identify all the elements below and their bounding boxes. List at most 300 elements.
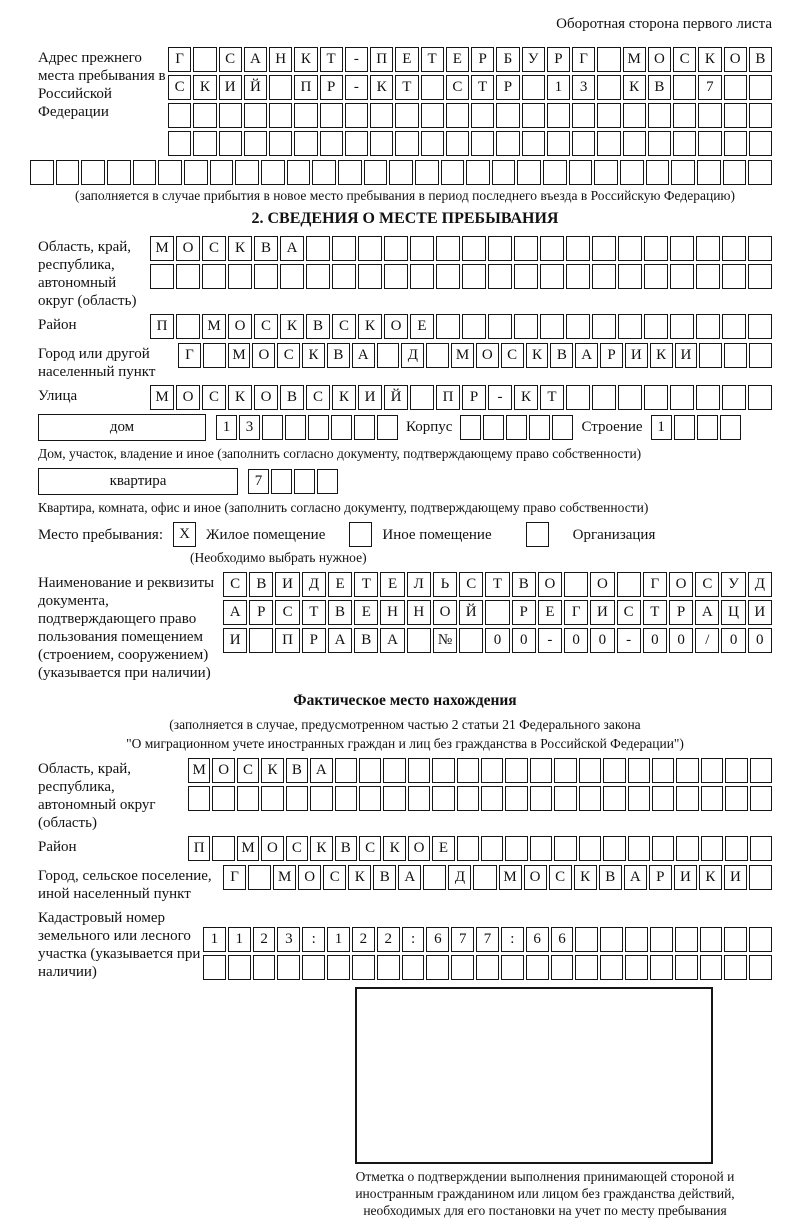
char-cell[interactable] xyxy=(675,927,698,952)
char-cell[interactable]: М xyxy=(273,865,296,890)
char-cell[interactable]: П xyxy=(150,314,174,339)
char-cell[interactable] xyxy=(302,955,325,980)
char-cell[interactable]: О xyxy=(254,385,278,410)
char-cell[interactable]: Й xyxy=(459,600,483,625)
char-cell[interactable]: - xyxy=(617,628,641,653)
char-cell[interactable] xyxy=(579,786,601,811)
char-cell[interactable]: И xyxy=(625,343,648,368)
char-cell[interactable] xyxy=(650,927,673,952)
char-cell[interactable] xyxy=(554,836,576,861)
char-cell[interactable] xyxy=(603,786,625,811)
char-cell[interactable] xyxy=(426,955,449,980)
char-cell[interactable] xyxy=(389,160,413,185)
char-cell[interactable] xyxy=(650,955,673,980)
char-cell[interactable] xyxy=(423,865,446,890)
char-cell[interactable] xyxy=(701,758,723,783)
char-cell[interactable]: Е xyxy=(538,600,562,625)
char-cell[interactable] xyxy=(244,103,267,128)
char-cell[interactable]: 2 xyxy=(253,927,276,952)
char-cell[interactable]: Р xyxy=(547,47,570,72)
char-cell[interactable]: : xyxy=(402,927,425,952)
char-cell[interactable]: А xyxy=(244,47,267,72)
char-cell[interactable]: О xyxy=(524,865,547,890)
char-cell[interactable] xyxy=(30,160,54,185)
char-cell[interactable]: : xyxy=(302,927,325,952)
char-cell[interactable] xyxy=(505,836,527,861)
char-cell[interactable]: Р xyxy=(320,75,343,100)
char-cell[interactable]: О xyxy=(648,47,671,72)
char-cell[interactable] xyxy=(248,865,271,890)
char-cell[interactable]: С xyxy=(501,343,524,368)
char-cell[interactable] xyxy=(421,103,444,128)
char-cell[interactable] xyxy=(320,103,343,128)
char-cell[interactable] xyxy=(618,385,642,410)
char-cell[interactable] xyxy=(364,160,388,185)
char-cell[interactable] xyxy=(203,955,226,980)
char-cell[interactable] xyxy=(698,103,721,128)
char-cell[interactable] xyxy=(150,264,174,289)
char-cell[interactable]: К xyxy=(370,75,393,100)
char-cell[interactable]: О xyxy=(433,600,457,625)
char-cell[interactable] xyxy=(564,572,588,597)
char-cell[interactable] xyxy=(261,786,283,811)
char-cell[interactable] xyxy=(483,415,504,440)
char-cell[interactable]: М xyxy=(228,343,251,368)
char-cell[interactable]: С xyxy=(277,343,300,368)
char-cell[interactable] xyxy=(451,955,474,980)
char-cell[interactable] xyxy=(219,103,242,128)
char-cell[interactable] xyxy=(133,160,157,185)
char-cell[interactable] xyxy=(457,786,479,811)
char-cell[interactable] xyxy=(352,955,375,980)
char-cell[interactable] xyxy=(748,160,772,185)
char-cell[interactable]: В xyxy=(373,865,396,890)
char-cell[interactable] xyxy=(575,955,598,980)
char-cell[interactable]: Г xyxy=(168,47,191,72)
char-cell[interactable] xyxy=(320,131,343,156)
char-cell[interactable] xyxy=(459,628,483,653)
char-cell[interactable] xyxy=(566,314,590,339)
char-cell[interactable] xyxy=(407,628,431,653)
char-cell[interactable]: В xyxy=(328,600,352,625)
char-cell[interactable]: 1 xyxy=(327,927,350,952)
char-cell[interactable] xyxy=(332,264,356,289)
char-cell[interactable] xyxy=(554,758,576,783)
char-cell[interactable]: С xyxy=(549,865,572,890)
char-cell[interactable] xyxy=(338,160,362,185)
char-cell[interactable] xyxy=(193,131,216,156)
char-cell[interactable]: П xyxy=(294,75,317,100)
char-cell[interactable]: Е xyxy=(354,600,378,625)
char-cell[interactable] xyxy=(277,955,300,980)
char-cell[interactable] xyxy=(488,264,512,289)
char-cell[interactable] xyxy=(618,314,642,339)
char-cell[interactable]: В xyxy=(648,75,671,100)
char-cell[interactable]: С xyxy=(219,47,242,72)
char-cell[interactable]: О xyxy=(228,314,252,339)
char-cell[interactable]: Д xyxy=(401,343,424,368)
char-cell[interactable]: М xyxy=(150,385,174,410)
char-cell[interactable] xyxy=(395,131,418,156)
char-cell[interactable]: К xyxy=(348,865,371,890)
char-cell[interactable] xyxy=(262,415,283,440)
char-cell[interactable]: П xyxy=(275,628,299,653)
char-cell[interactable]: 7 xyxy=(248,469,269,494)
char-cell[interactable] xyxy=(202,264,226,289)
char-cell[interactable]: Д xyxy=(748,572,772,597)
char-cell[interactable] xyxy=(673,75,696,100)
char-cell[interactable] xyxy=(514,236,538,261)
char-cell[interactable] xyxy=(269,103,292,128)
char-cell[interactable] xyxy=(331,415,352,440)
char-cell[interactable]: О xyxy=(669,572,693,597)
char-cell[interactable]: О xyxy=(538,572,562,597)
char-cell[interactable] xyxy=(748,314,772,339)
char-cell[interactable]: Р xyxy=(471,47,494,72)
char-cell[interactable] xyxy=(552,415,573,440)
char-cell[interactable] xyxy=(722,385,746,410)
char-cell[interactable]: С xyxy=(237,758,259,783)
char-cell[interactable]: - xyxy=(345,75,368,100)
char-cell[interactable]: Р xyxy=(512,600,536,625)
char-cell[interactable]: С xyxy=(695,572,719,597)
char-cell[interactable] xyxy=(345,131,368,156)
char-cell[interactable] xyxy=(749,865,772,890)
char-cell[interactable] xyxy=(618,236,642,261)
char-cell[interactable]: А xyxy=(280,236,304,261)
char-cell[interactable] xyxy=(496,131,519,156)
char-cell[interactable] xyxy=(280,264,304,289)
char-cell[interactable] xyxy=(617,572,641,597)
char-cell[interactable] xyxy=(436,314,460,339)
char-cell[interactable] xyxy=(345,103,368,128)
char-cell[interactable]: К xyxy=(650,343,673,368)
char-cell[interactable] xyxy=(408,786,430,811)
char-cell[interactable] xyxy=(644,236,668,261)
char-cell[interactable]: 3 xyxy=(277,927,300,952)
char-cell[interactable]: С xyxy=(446,75,469,100)
char-cell[interactable] xyxy=(488,236,512,261)
char-cell[interactable] xyxy=(700,927,723,952)
char-cell[interactable]: К xyxy=(294,47,317,72)
char-cell[interactable] xyxy=(543,160,567,185)
char-cell[interactable] xyxy=(514,314,538,339)
char-cell[interactable] xyxy=(676,836,698,861)
char-cell[interactable]: А xyxy=(310,758,332,783)
char-cell[interactable] xyxy=(481,786,503,811)
char-cell[interactable] xyxy=(421,131,444,156)
char-cell[interactable]: М xyxy=(150,236,174,261)
char-cell[interactable]: - xyxy=(488,385,512,410)
char-cell[interactable] xyxy=(566,385,590,410)
char-cell[interactable] xyxy=(725,836,747,861)
char-cell[interactable] xyxy=(184,160,208,185)
char-cell[interactable]: 0 xyxy=(748,628,772,653)
char-cell[interactable] xyxy=(547,131,570,156)
char-cell[interactable] xyxy=(720,415,741,440)
char-cell[interactable] xyxy=(261,160,285,185)
char-cell[interactable] xyxy=(676,786,698,811)
char-cell[interactable] xyxy=(193,103,216,128)
char-cell[interactable]: О xyxy=(724,47,747,72)
char-cell[interactable]: К xyxy=(302,343,325,368)
char-cell[interactable] xyxy=(749,955,772,980)
char-cell[interactable]: М xyxy=(499,865,522,890)
char-cell[interactable] xyxy=(471,103,494,128)
char-cell[interactable]: А xyxy=(380,628,404,653)
char-cell[interactable]: С xyxy=(673,47,696,72)
char-cell[interactable] xyxy=(575,927,598,952)
char-cell[interactable] xyxy=(286,786,308,811)
char-cell[interactable]: О xyxy=(476,343,499,368)
char-cell[interactable]: С xyxy=(254,314,278,339)
char-cell[interactable] xyxy=(377,343,400,368)
char-cell[interactable] xyxy=(107,160,131,185)
char-cell[interactable] xyxy=(540,314,564,339)
char-cell[interactable] xyxy=(370,131,393,156)
char-cell[interactable] xyxy=(600,955,623,980)
char-cell[interactable]: С xyxy=(359,836,381,861)
char-cell[interactable] xyxy=(749,927,772,952)
char-cell[interactable] xyxy=(749,131,772,156)
char-cell[interactable] xyxy=(402,955,425,980)
char-cell[interactable] xyxy=(249,628,273,653)
char-cell[interactable]: И xyxy=(675,343,698,368)
char-cell[interactable]: Г xyxy=(643,572,667,597)
char-cell[interactable]: Е xyxy=(432,836,454,861)
char-cell[interactable]: У xyxy=(721,572,745,597)
char-cell[interactable]: С xyxy=(323,865,346,890)
char-cell[interactable] xyxy=(168,131,191,156)
residence-checkbox-org[interactable] xyxy=(526,522,549,547)
char-cell[interactable]: С xyxy=(332,314,356,339)
char-cell[interactable]: И xyxy=(223,628,247,653)
char-cell[interactable]: К xyxy=(574,865,597,890)
char-cell[interactable] xyxy=(188,786,210,811)
char-cell[interactable] xyxy=(696,385,720,410)
char-cell[interactable] xyxy=(673,131,696,156)
char-cell[interactable] xyxy=(724,131,747,156)
char-cell[interactable] xyxy=(724,75,747,100)
char-cell[interactable] xyxy=(671,160,695,185)
char-cell[interactable] xyxy=(592,385,616,410)
char-cell[interactable] xyxy=(579,758,601,783)
char-cell[interactable] xyxy=(481,836,503,861)
char-cell[interactable] xyxy=(496,103,519,128)
char-cell[interactable] xyxy=(696,264,720,289)
char-cell[interactable]: С xyxy=(286,836,308,861)
char-cell[interactable] xyxy=(675,955,698,980)
char-cell[interactable] xyxy=(592,264,616,289)
char-cell[interactable] xyxy=(551,955,574,980)
char-cell[interactable] xyxy=(506,415,527,440)
char-cell[interactable]: К xyxy=(699,865,722,890)
char-cell[interactable] xyxy=(697,160,721,185)
char-cell[interactable] xyxy=(540,236,564,261)
char-cell[interactable] xyxy=(308,415,329,440)
char-cell[interactable] xyxy=(696,314,720,339)
char-cell[interactable]: Б xyxy=(496,47,519,72)
char-cell[interactable]: М xyxy=(188,758,210,783)
char-cell[interactable]: И xyxy=(275,572,299,597)
char-cell[interactable]: И xyxy=(674,865,697,890)
char-cell[interactable] xyxy=(359,786,381,811)
char-cell[interactable]: 0 xyxy=(485,628,509,653)
char-cell[interactable] xyxy=(530,786,552,811)
char-cell[interactable]: Т xyxy=(354,572,378,597)
char-cell[interactable] xyxy=(579,836,601,861)
char-cell[interactable]: Р xyxy=(462,385,486,410)
char-cell[interactable] xyxy=(749,103,772,128)
char-cell[interactable]: А xyxy=(328,628,352,653)
char-cell[interactable]: К xyxy=(228,385,252,410)
char-cell[interactable] xyxy=(648,131,671,156)
char-cell[interactable] xyxy=(722,314,746,339)
char-cell[interactable]: Д xyxy=(302,572,326,597)
char-cell[interactable] xyxy=(317,469,338,494)
char-cell[interactable] xyxy=(724,927,747,952)
char-cell[interactable] xyxy=(501,955,524,980)
char-cell[interactable]: И xyxy=(590,600,614,625)
char-cell[interactable] xyxy=(335,786,357,811)
char-cell[interactable] xyxy=(603,758,625,783)
char-cell[interactable] xyxy=(701,836,723,861)
char-cell[interactable] xyxy=(644,314,668,339)
char-cell[interactable] xyxy=(722,236,746,261)
char-cell[interactable] xyxy=(530,836,552,861)
char-cell[interactable]: Т xyxy=(485,572,509,597)
char-cell[interactable] xyxy=(383,758,405,783)
char-cell[interactable]: В xyxy=(249,572,273,597)
char-cell[interactable] xyxy=(228,955,251,980)
char-cell[interactable]: 1 xyxy=(203,927,226,952)
char-cell[interactable]: Й xyxy=(244,75,267,100)
char-cell[interactable]: П xyxy=(436,385,460,410)
char-cell[interactable]: И xyxy=(358,385,382,410)
char-cell[interactable]: Т xyxy=(540,385,564,410)
char-cell[interactable] xyxy=(421,75,444,100)
char-cell[interactable]: У xyxy=(522,47,545,72)
char-cell[interactable]: В xyxy=(254,236,278,261)
char-cell[interactable] xyxy=(446,131,469,156)
char-cell[interactable] xyxy=(306,236,330,261)
char-cell[interactable] xyxy=(271,469,292,494)
residence-checkbox-zhiloe[interactable]: X xyxy=(173,522,196,547)
char-cell[interactable] xyxy=(572,131,595,156)
char-cell[interactable] xyxy=(244,131,267,156)
char-cell[interactable]: В xyxy=(749,47,772,72)
char-cell[interactable]: А xyxy=(624,865,647,890)
char-cell[interactable]: Г xyxy=(572,47,595,72)
char-cell[interactable]: С xyxy=(168,75,191,100)
char-cell[interactable]: Ь xyxy=(433,572,457,597)
char-cell[interactable] xyxy=(410,264,434,289)
char-cell[interactable] xyxy=(310,786,332,811)
char-cell[interactable] xyxy=(410,236,434,261)
char-cell[interactable]: М xyxy=(623,47,646,72)
char-cell[interactable]: К xyxy=(514,385,538,410)
char-cell[interactable]: : xyxy=(501,927,524,952)
char-cell[interactable] xyxy=(285,415,306,440)
char-cell[interactable] xyxy=(193,47,216,72)
char-cell[interactable]: И xyxy=(219,75,242,100)
char-cell[interactable] xyxy=(724,343,747,368)
char-cell[interactable] xyxy=(526,955,549,980)
char-cell[interactable]: 7 xyxy=(451,927,474,952)
char-cell[interactable]: 0 xyxy=(590,628,614,653)
char-cell[interactable]: Е xyxy=(380,572,404,597)
char-cell[interactable]: В xyxy=(306,314,330,339)
char-cell[interactable] xyxy=(446,103,469,128)
char-cell[interactable] xyxy=(600,927,623,952)
char-cell[interactable]: С xyxy=(459,572,483,597)
char-cell[interactable] xyxy=(603,836,625,861)
char-cell[interactable] xyxy=(359,758,381,783)
char-cell[interactable]: В xyxy=(599,865,622,890)
char-cell[interactable] xyxy=(566,264,590,289)
char-cell[interactable]: Г xyxy=(564,600,588,625)
char-cell[interactable]: К xyxy=(358,314,382,339)
char-cell[interactable] xyxy=(514,264,538,289)
char-cell[interactable] xyxy=(370,103,393,128)
char-cell[interactable] xyxy=(670,385,694,410)
char-cell[interactable] xyxy=(237,786,259,811)
char-cell[interactable] xyxy=(471,131,494,156)
char-cell[interactable]: Т xyxy=(302,600,326,625)
char-cell[interactable]: 3 xyxy=(572,75,595,100)
char-cell[interactable]: К xyxy=(698,47,721,72)
char-cell[interactable]: 0 xyxy=(721,628,745,653)
char-cell[interactable]: К xyxy=(332,385,356,410)
char-cell[interactable] xyxy=(628,786,650,811)
char-cell[interactable] xyxy=(488,314,512,339)
char-cell[interactable] xyxy=(377,955,400,980)
char-cell[interactable]: К xyxy=(310,836,332,861)
char-cell[interactable]: Т xyxy=(471,75,494,100)
char-cell[interactable]: 0 xyxy=(643,628,667,653)
char-cell[interactable] xyxy=(750,836,772,861)
char-cell[interactable] xyxy=(441,160,465,185)
char-cell[interactable]: 3 xyxy=(239,415,260,440)
residence-checkbox-inoe[interactable] xyxy=(349,522,372,547)
char-cell[interactable]: А xyxy=(575,343,598,368)
char-cell[interactable]: Е xyxy=(446,47,469,72)
char-cell[interactable] xyxy=(569,160,593,185)
char-cell[interactable]: К xyxy=(193,75,216,100)
char-cell[interactable]: А xyxy=(352,343,375,368)
char-cell[interactable]: О xyxy=(212,758,234,783)
char-cell[interactable] xyxy=(408,758,430,783)
char-cell[interactable]: 6 xyxy=(526,927,549,952)
char-cell[interactable] xyxy=(481,758,503,783)
char-cell[interactable] xyxy=(377,415,398,440)
char-cell[interactable] xyxy=(327,955,350,980)
char-cell[interactable] xyxy=(725,786,747,811)
char-cell[interactable]: С xyxy=(275,600,299,625)
char-cell[interactable] xyxy=(457,836,479,861)
char-cell[interactable] xyxy=(522,75,545,100)
char-cell[interactable] xyxy=(750,786,772,811)
char-cell[interactable]: К xyxy=(623,75,646,100)
char-cell[interactable] xyxy=(547,103,570,128)
char-cell[interactable]: / xyxy=(695,628,719,653)
char-cell[interactable]: № xyxy=(433,628,457,653)
char-cell[interactable] xyxy=(748,264,772,289)
char-cell[interactable]: К xyxy=(280,314,304,339)
char-cell[interactable]: М xyxy=(451,343,474,368)
char-cell[interactable]: О xyxy=(384,314,408,339)
char-cell[interactable] xyxy=(748,236,772,261)
